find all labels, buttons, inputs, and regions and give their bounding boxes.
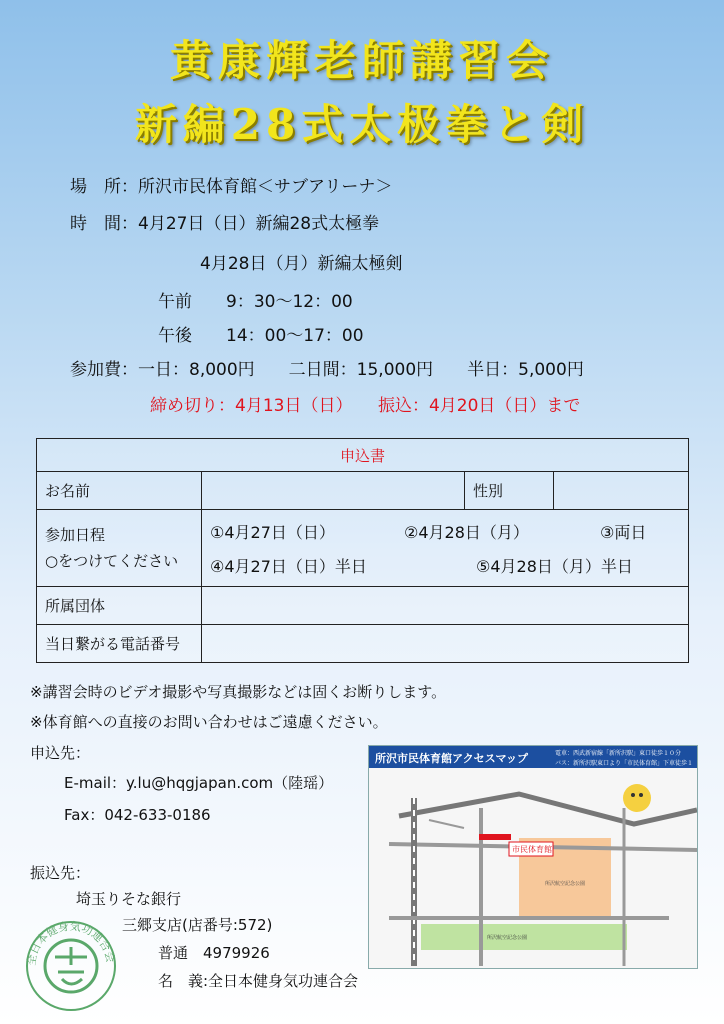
note-no-inquiry: ※体育館への直接のお問い合わせはご遠慮ください。: [30, 713, 388, 731]
association-seal: [22, 917, 120, 1015]
deadline-text: 締め切り：4月13日（日） 振込：4月20日（日）まで: [150, 396, 581, 416]
title-line-1: 黄康輝老師講習会: [169, 36, 554, 85]
venue-text: 場 所：所沢市民体育館＜サブアリーナ＞: [70, 177, 393, 197]
time-text-1: 時 間：4月27日（日）新編28式太極拳: [70, 214, 380, 234]
bank-name: 埼玉りそな銀行: [76, 890, 182, 908]
name-field[interactable]: [202, 472, 465, 510]
morning-time: 午前 9：30～12：00: [158, 292, 353, 312]
gender-field[interactable]: [554, 472, 689, 510]
access-map: [368, 745, 698, 969]
bank-account: 普通 4979926: [158, 944, 270, 962]
park-label: 所沢航空記念公園: [487, 935, 528, 941]
form-title: 申込書: [37, 439, 689, 472]
map-drawing: [369, 768, 697, 968]
option-1[interactable]: ①4月27日（日）: [210, 523, 335, 542]
option-5[interactable]: ⑤4月28日（月）半日: [476, 557, 633, 576]
name-label: お名前: [37, 472, 202, 510]
map-info-bus: バス：新所沢駅東口より「市民体育館」下車徒歩１: [555, 760, 694, 767]
date-label: 参加日程: [45, 526, 106, 544]
gym-label: 市民体育館: [512, 845, 552, 854]
option-2[interactable]: ②4月28日（月）: [404, 523, 529, 542]
map-info-train: 電車：西武新宿線「新所沢駅」東口徒歩１０分: [555, 750, 682, 757]
bank-branch: 三郷支店(店番号:572): [122, 916, 273, 934]
date-options: [202, 510, 689, 587]
group-label: 所属団体: [37, 587, 202, 625]
time-text-2: 4月28日（月）新編太極剣: [200, 254, 403, 274]
phone-field[interactable]: [202, 625, 689, 663]
note-no-photo: ※講習会時のビデオ撮影や写真撮影などは固くお断りします。: [30, 683, 447, 701]
fee-text: 参加費：一日：8,000円 二日間：15,000円 半日：5,000円: [70, 360, 584, 380]
phone-label: 当日繋がる電話番号: [37, 625, 202, 663]
map-header: [369, 746, 697, 768]
option-4[interactable]: ④4月27日（日）半日: [210, 557, 367, 576]
title-line-2: 新編28式太极拳と剣: [134, 100, 590, 149]
email-text: E-mail：y.lu@hqgjapan.com（陸瑶）: [64, 774, 334, 792]
application-form: [36, 438, 689, 663]
map-title: 所沢市民体育館アクセスマップ: [375, 752, 529, 765]
group-field[interactable]: [202, 587, 689, 625]
bank-label: 振込先：: [30, 864, 91, 882]
apply-label: 申込先：: [30, 744, 91, 762]
fax-text: Fax：042-633-0186: [64, 806, 211, 824]
date-label-cell: [37, 510, 202, 587]
gender-label: 性別: [465, 472, 554, 510]
seal-text: 全日本健身気功連合会: [24, 919, 118, 967]
afternoon-time: 午後 14：00～17：00: [158, 326, 364, 346]
mascot-icon: [623, 784, 651, 812]
option-3[interactable]: ③両日: [600, 523, 647, 542]
date-instruction: ○をつけてください: [45, 552, 179, 570]
ground-label: 所沢航空記念公園: [545, 881, 586, 887]
bank-holder: 名 義:全日本健身気功連合会: [158, 972, 359, 990]
